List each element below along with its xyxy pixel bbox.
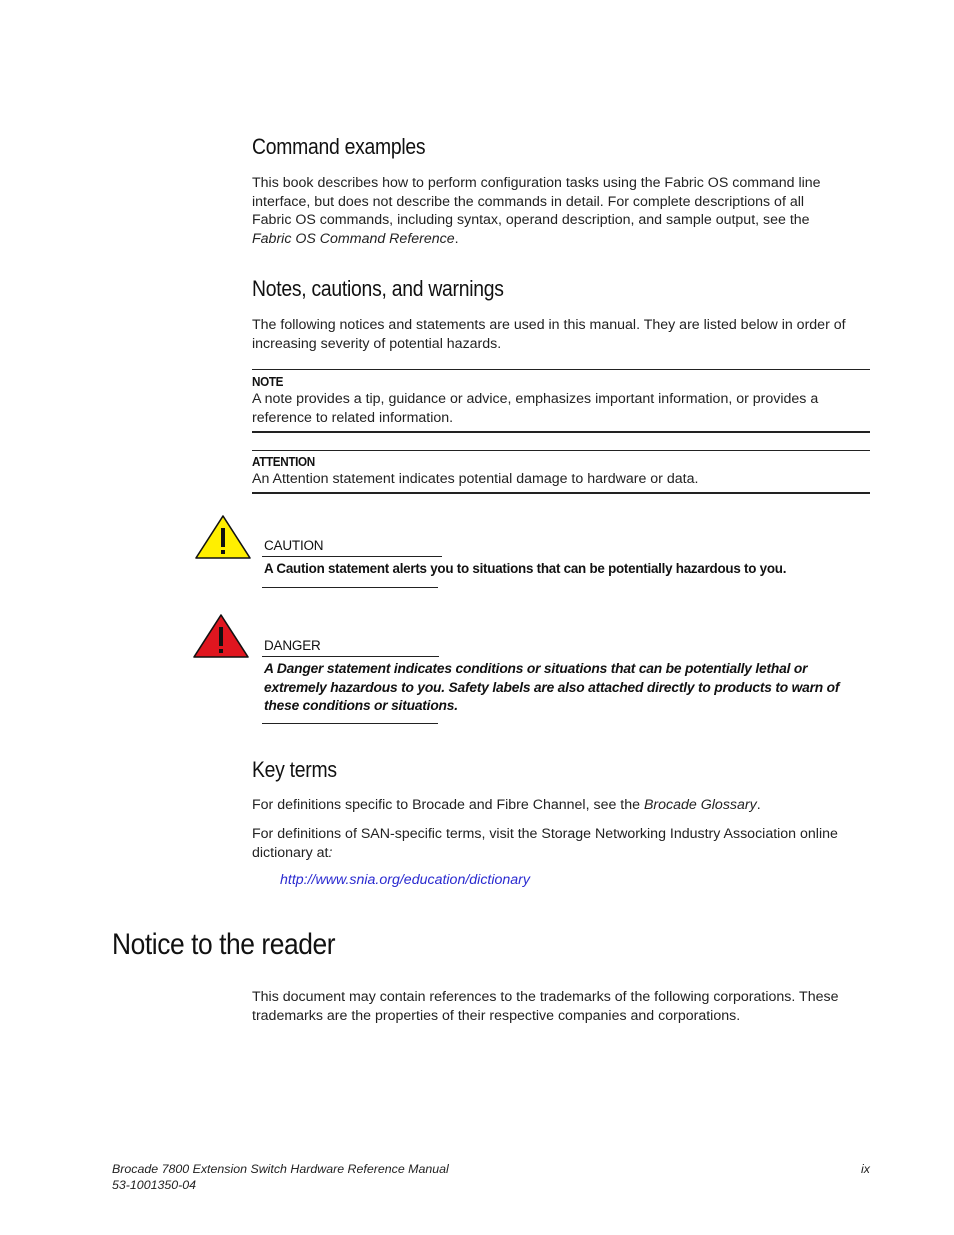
brocade-glossary-title: Brocade Glossary [643,797,757,813]
note-label: NOTE [252,374,284,389]
text-run: dictionary at [252,844,329,861]
caution-label-rule [262,556,442,557]
text-line: reference to related information. [252,409,454,426]
danger-label-rule [262,656,439,657]
key-terms-paragraph-1 [252,796,892,815]
notes-paragraph [252,316,892,353]
text-line: A note provides a tip, guidance or advice, emphasizes important information, or provides a [252,391,819,407]
attention-top-rule [252,450,870,451]
footer-title: Brocade 7800 Extension Switch Hardware Reference Manual [112,1162,449,1176]
attention-bottom-rule [252,492,870,494]
text-line: This book describes how to perform configuration tasks using the Fabric OS command line [252,175,821,191]
danger-bottom-rule [262,723,438,724]
text-line: For definitions of SAN-specific terms, visit the Storage Networking Industry Association online [252,826,838,842]
danger-warning-icon [192,613,250,659]
snia-dictionary-link[interactable]: http://www.snia.org/education/dictionary [280,872,530,888]
caution-warning-icon [194,514,252,560]
text-line: trademarks are the properties of their respective companies and corporations. [252,1007,741,1024]
attention-label: ATTENTION [252,454,315,469]
footer-doc-info [112,1162,449,1193]
key-terms-heading: Key terms [252,757,337,782]
footer-doc-number: 53-1001350-04 [112,1177,197,1192]
danger-label: DANGER [264,638,321,653]
note-bottom-rule [252,431,870,433]
note-top-rule [252,369,870,370]
caution-text: A Caution statement alerts you to situations that can be potentially hazardous to you. [264,561,787,576]
text-line: these conditions or situations. [264,698,458,714]
text-line: This document may contain references to the trademarks of the following corporations. These [252,989,839,1005]
text-line: The following notices and statements are used in this manual. They are listed below in order of [252,317,846,333]
text-line: interface, but does not describe the commands in detail. For complete descriptions of all [252,193,805,210]
text-line: increasing severity of potential hazards. [252,335,502,352]
text-line: extremely hazardous to you. Safety labels are also attached directly to products to warn of [264,679,840,695]
key-terms-paragraph-2 [252,825,892,862]
caution-label: CAUTION [264,538,324,553]
footer-page-number: ix [861,1162,870,1176]
command-examples-heading: Command examples [252,134,426,159]
caution-bottom-rule [262,587,438,588]
command-examples-paragraph [252,174,892,248]
notes-heading: Notes, cautions, and warnings [252,276,504,301]
text-line: Fabric OS commands, including syntax, operand description, and sample output, see the [252,212,810,229]
text-punct: : [328,844,333,861]
notice-paragraph [252,988,892,1025]
note-text [252,390,872,427]
text-run: For definitions specific to Brocade and Fibre Channel, see the [252,797,644,813]
notice-heading: Notice to the reader [112,928,336,961]
text-punct: . [454,230,459,247]
danger-text [264,660,874,716]
text-line: A Danger statement indicates conditions or situations that can be potentially lethal or [264,661,808,676]
attention-text: An Attention statement indicates potential damage to hardware or data. [252,471,699,487]
text-punct: . [756,797,761,813]
command-reference-title: Fabric OS Command Reference [252,230,455,247]
